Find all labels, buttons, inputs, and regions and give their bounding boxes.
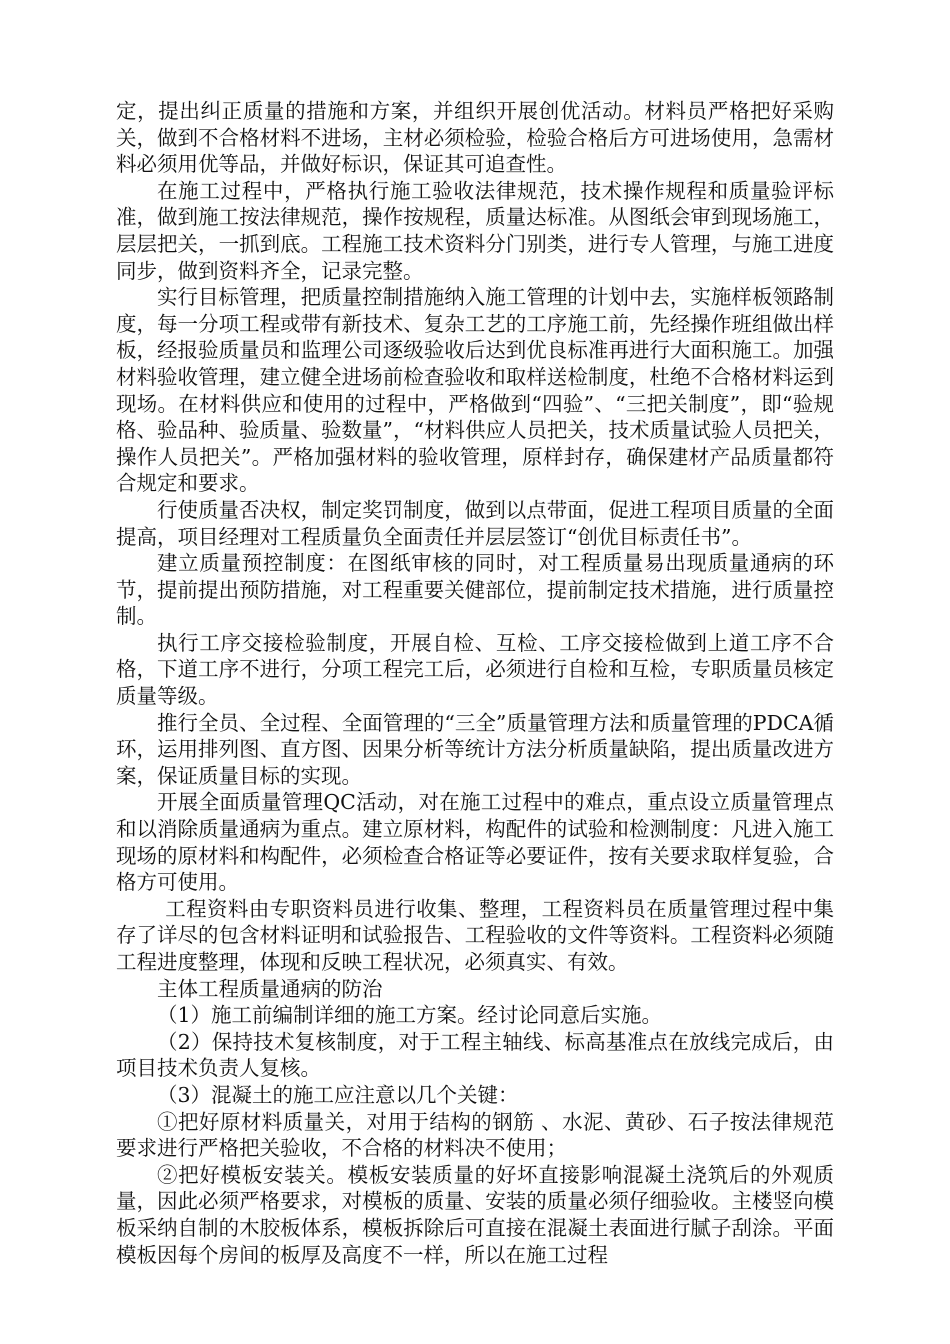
section-heading: 主体工程质量通病的防治 [157, 976, 383, 1001]
paragraph: 工程资料由专职资料员进行收集、整理，工程资料员在质量管理过程中集存了详尽的包含材料证明和试验报告、工程验收的文件等资料。工程资料必须随工程进度整理，体现和反映工程状况，必须真实、有效。 [116, 896, 834, 974]
list-item: （2）保持技术复核制度，对于工程主轴线、标高基准点在放线完成后，由项目技术负责人复核。 [116, 1029, 834, 1081]
list-item: （3）混凝土的施工应注意以几个关键： [157, 1082, 519, 1107]
sub-list-item: ①把好原材料质量关，对用于结构的钢筋 、水泥、黄砂、石子按法律规范要求进行严格把关验收，不合格的材料决不使用； [116, 1109, 834, 1161]
paragraph: 开展全面质量管理QC活动，对在施工过程中的难点，重点设立质量管理点和以消除质量通病为重点。建立原材料，构配件的试验和检测制度：凡进入施工现场的原材料和构配件，必须检查合格证等必要证件，按有关要求取样复验，合格方可使用。 [116, 790, 834, 895]
paragraph: 执行工序交接检验制度，开展自检、互检、工序交接检做到上道工序不合格，下道工序不进行，分项工程完工后，必须进行自检和互检，专职质量员核定质量等级。 [116, 630, 834, 709]
document-page [116, 98, 834, 1268]
paragraph: 建立质量预控制度：在图纸审核的同时，对工程质量易出现质量通病的环节，提前提出预防措施，对工程重要关健部位，提前制定技术措施，进行质量控制。 [116, 551, 834, 629]
paragraph: 推行全员、全过程、全面管理的“三全”质量管理方法和质量管理的PDCA循环，运用排列图、直方图、因果分析等统计方法分析质量缺陷，提出质量改进方案，保证质量目标的实现。 [116, 710, 834, 788]
list-item: （1）施工前编制详细的施工方案。经讨论同意后实施。 [157, 1003, 663, 1028]
paragraph: 行使质量否决权，制定奖罚制度，做到以点带面，促进工程项目质量的全面提高，项目经理对工程质量负全面责任并层层签订“创优目标责任书”。 [116, 497, 834, 549]
paragraph: 定，提出纠正质量的措施和方案，并组织开展创优活动。材料员严格把好采购关，做到不合格材料不进场，主材必须检验，检验合格后方可进场使用，急需材料必须用优等品，并做好标识，保证其可追查性。 [116, 99, 834, 177]
paragraph: 实行目标管理，把质量控制措施纳入施工管理的计划中去，实施样板领路制度，每一分项工程或带有新技术、复杂工艺的工序施工前，先经操作班组做出样板，经报验质量员和监理公司逐级验收后达到优良标准再进行大面积施工。加强材料验收管理，建立健全进场前检查验收和取样送检制度，杜绝不合格材料运到现场。在材料供应和使用的过程中，严格做到“四验”、“三把关制度”，即“验规格、验品种、验质量、验数量”，“材料供应人员把关，技术质量试验人员把关，操作人员把关”。严格加强材料的验收管理，原样封存，确保建材产品质量都符合规定和要求。 [116, 285, 834, 496]
sub-list-item: ②把好模板安装关。模板安装质量的好坏直接影响混凝土浇筑后的外观质量，因此必须严格要求，对模板的质量、安装的质量必须仔细验收。主楼竖向模板采纳自制的木胶板体系，模板拆除后可直接在混凝土表面进行腻子刮涂。平面模板因每个房间的板厚及高度不一样，所以在施工过程 [116, 1162, 834, 1267]
paragraph: 在施工过程中，严格执行施工验收法律规范，技术操作规程和质量验评标准，做到施工按法律规范，操作按规程，质量达标准。从图纸会审到现场施工，层层把关，一抓到底。工程施工技术资料分门别类，进行专人管理，与施工进度同步，做到资料齐全，记录完整。 [116, 178, 834, 283]
